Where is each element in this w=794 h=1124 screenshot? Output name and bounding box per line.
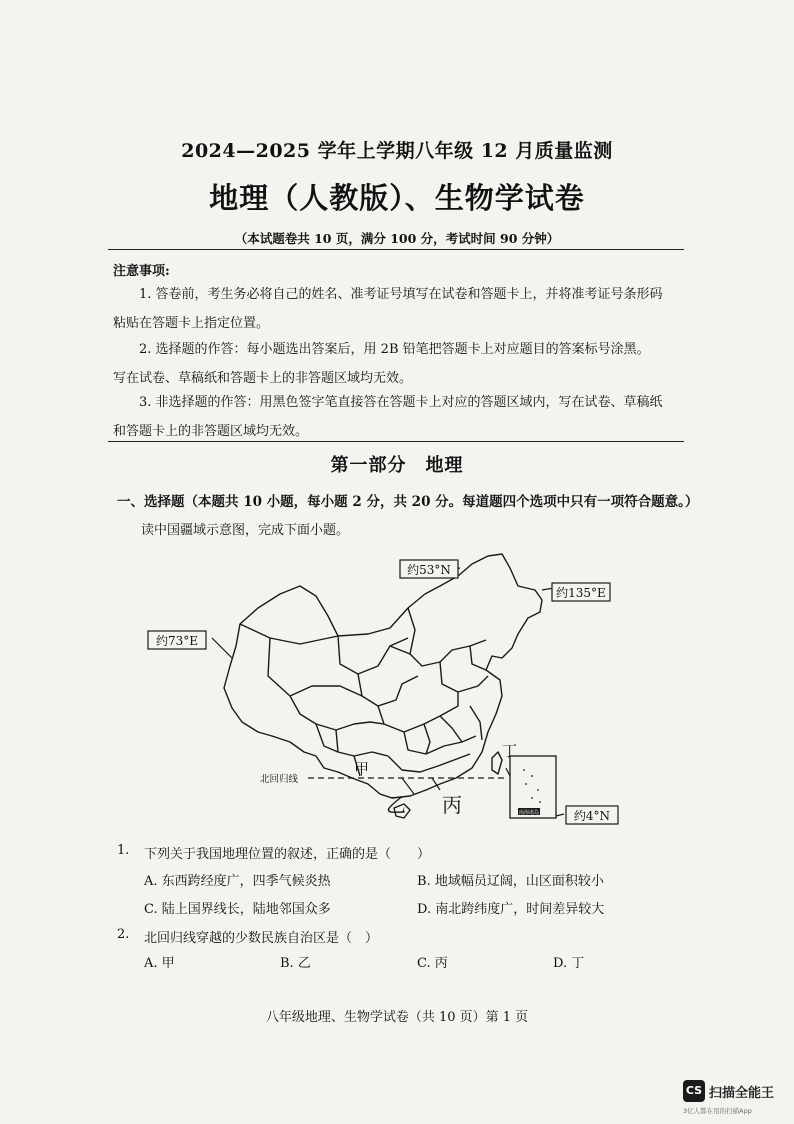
exam-subtitle: （本试题卷共 10 页，满分 100 分，考试时间 90 分钟） — [234, 231, 560, 246]
notice-item-2 — [113, 335, 683, 393]
notice-item-1-line2: 粘贴在答题卡上指定位置。 — [113, 316, 270, 331]
question-1-option-c: C. 陆上国界线长，陆地邻国众多 — [144, 902, 331, 917]
label-jia: 甲 — [354, 760, 370, 778]
label-ding: 丁 — [502, 742, 518, 760]
question-2-text: 北回归线穿越的少数民族自治区是（ ） — [144, 931, 379, 946]
china-outline — [224, 554, 542, 798]
question-1-option-a: A. 东西跨经度广，四季气候炎热 — [144, 874, 331, 889]
notice-item-3 — [113, 388, 683, 446]
inset-label: 南海诸岛 — [518, 810, 540, 816]
question-1-text: 下列关于我国地理位置的叙述，正确的是（ ） — [144, 847, 431, 862]
exam-title-line1: 2024—2025 学年上学期八年级 12 月质量监测 — [181, 140, 613, 162]
label-west — [148, 631, 206, 649]
notice-item-2-line2: 写在试卷、草稿纸和答题卡上的非答题区域均无效。 — [113, 371, 413, 386]
china-territory-map — [140, 546, 630, 831]
divider-top — [108, 249, 684, 250]
notice-item-3-line2: 和答题卡上的非答题区域均无效。 — [113, 424, 309, 439]
scanner-app-name: 扫描全能王 — [709, 1086, 775, 1101]
notice-item-2-line1: 2. 选择题的作答：每小题选出答案后，用 2B 铅笔把答题卡上对应题目的答案标号涂黑。 — [139, 342, 650, 357]
tropic-label: 北回归线 — [260, 774, 299, 785]
page-footer: 八年级地理、生物学试卷（共 10 页）第 1 页 — [265, 1010, 529, 1025]
divider-bottom — [108, 441, 684, 442]
question-2-option-c: C. 丙 — [417, 956, 448, 971]
part-title: 第一部分 地理 — [330, 455, 464, 476]
question-1-number: 1. — [117, 843, 130, 858]
question-2-option-a: A. 甲 — [144, 956, 175, 971]
question-2-option-b: B. 乙 — [280, 956, 311, 971]
label-yi: 乙 — [386, 793, 406, 817]
notice-item-1-line1: 1. 答卷前，考生务必将自己的姓名、准考证号填写在试卷和答题卡上，并将准考证号条形码 — [139, 287, 663, 302]
svg-text:约73°E: 约73°E — [155, 634, 199, 648]
exam-title-line2: 地理（人教版）、生物学试卷 — [209, 181, 585, 215]
label-south — [566, 806, 618, 824]
question-1-option-b: B. 地域幅员辽阔，山区面积较小 — [417, 874, 604, 889]
taiwan-island — [492, 752, 502, 774]
notice-item-3-line1: 3. 非选择题的作答：用黑色签字笔直接答在答题卡上对应的答题区域内，写在试卷、草稿纸 — [139, 395, 663, 410]
map-intro: 读中国疆域示意图，完成下面小题。 — [141, 523, 350, 538]
label-north — [400, 560, 458, 578]
question-2-option-d: D. 丁 — [553, 956, 585, 971]
notice-item-1 — [113, 280, 683, 338]
camscanner-logo-icon: CS — [683, 1080, 705, 1102]
svg-text:约53°N: 约53°N — [407, 563, 451, 577]
svg-text:约4°N: 约4°N — [573, 809, 611, 823]
scanner-app-tagline: 3亿人都在用的扫描App — [683, 1107, 752, 1115]
label-bing: 丙 — [442, 793, 462, 817]
notice-heading: 注意事项: — [113, 264, 170, 279]
svg-text:约135°E: 约135°E — [556, 586, 606, 600]
section-heading: 一、选择题（本题共 10 小题，每小题 2 分，共 20 分。每道题四个选项中只有一项符合题意。） — [117, 494, 699, 510]
question-2-number: 2. — [117, 927, 130, 942]
scanner-watermark — [683, 1080, 794, 1120]
question-1-option-d: D. 南北跨纬度广，时间差异较大 — [417, 902, 605, 917]
label-east — [552, 583, 610, 601]
